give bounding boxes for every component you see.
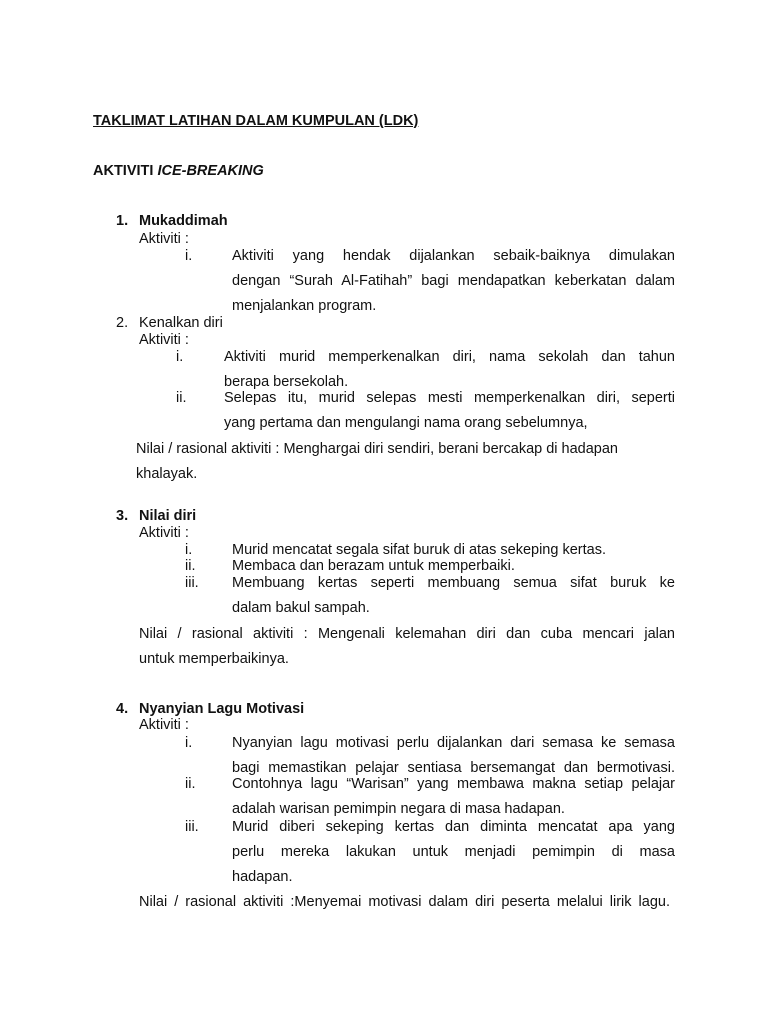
item-line: Membaca dan berazam untuk memperbaiki. bbox=[232, 558, 515, 574]
item-line: adalah warisan pemimpin negara di masa hadapan. bbox=[232, 801, 565, 817]
section-number: 2. bbox=[116, 315, 129, 331]
item-line: bagi memastikan pelajar sentiasa bersemangat dan bermotivasi. bbox=[232, 760, 675, 776]
item-line: yang pertama dan mengulangi nama orang sebelumnya, bbox=[224, 415, 588, 431]
activity-label: Aktiviti : bbox=[139, 332, 189, 348]
item-line: berapa bersekolah. bbox=[224, 374, 349, 390]
item-line: menjalankan program. bbox=[232, 298, 377, 314]
activity-label: Aktiviti : bbox=[139, 231, 189, 247]
item-numeral: i. bbox=[185, 735, 193, 751]
item-line: Contohnya lagu “Warisan” yang membawa makna setiap pelajar bbox=[232, 776, 675, 792]
section-heading: Nilai diri bbox=[139, 508, 197, 524]
section-heading: Mukaddimah bbox=[139, 213, 228, 229]
item-line: hadapan. bbox=[232, 869, 293, 885]
item-numeral: i. bbox=[176, 349, 184, 365]
nilai-line: Nilai / rasional aktiviti : Mengenali kelemahan diri dan cuba mencari jalan bbox=[139, 626, 675, 642]
item-line: Murid mencatat segala sifat buruk di atas sekeping kertas. bbox=[232, 542, 606, 558]
activity-label: Aktiviti : bbox=[139, 525, 189, 541]
item-line: Nyanyian lagu motivasi perlu dijalankan dari semasa ke semasa bbox=[232, 735, 675, 751]
item-line: dengan “Surah Al-Fatihah” bagi mendapatkan keberkatan dalam bbox=[232, 273, 675, 289]
section-number: 4. bbox=[116, 701, 129, 717]
nilai-line: Nilai / rasional aktiviti : Menghargai diri sendiri, berani bercakap di hadapan bbox=[136, 441, 618, 457]
document-subtitle bbox=[93, 162, 264, 180]
document-title: TAKLIMAT LATIHAN DALAM KUMPULAN (LDK) bbox=[93, 113, 419, 129]
subtitle-prefix: AKTIVITI bbox=[93, 163, 158, 179]
item-line: Aktiviti murid memperkenalkan diri, nama sekolah dan tahun bbox=[224, 349, 675, 365]
item-line: dalam bakul sampah. bbox=[232, 600, 370, 616]
item-numeral: i. bbox=[185, 542, 193, 558]
item-line: Selepas itu, murid selepas mesti memperkenalkan diri, seperti bbox=[224, 390, 675, 406]
section-number: 1. bbox=[116, 213, 129, 229]
item-line: perlu mereka lakukan untuk menjadi pemimpin di masa bbox=[232, 844, 675, 860]
item-numeral: ii. bbox=[185, 776, 196, 792]
item-line: Membuang kertas seperti membuang semua sifat buruk ke bbox=[232, 575, 675, 591]
section-heading: Nyanyian Lagu Motivasi bbox=[139, 701, 305, 717]
nilai-line: khalayak. bbox=[136, 466, 198, 482]
nilai-line: Nilai / rasional aktiviti :Menyemai motivasi dalam diri peserta melalui lirik lagu. bbox=[139, 894, 670, 910]
subtitle-italic: ICE-BREAKING bbox=[157, 163, 264, 179]
item-line: Aktiviti yang hendak dijalankan sebaik-baiknya dimulakan bbox=[232, 248, 675, 264]
item-numeral: iii. bbox=[185, 575, 199, 591]
section-heading: Kenalkan diri bbox=[139, 315, 223, 331]
item-numeral: i. bbox=[185, 248, 193, 264]
nilai-line: untuk memperbaikinya. bbox=[139, 651, 289, 667]
item-numeral: ii. bbox=[176, 390, 187, 406]
activity-label: Aktiviti : bbox=[139, 717, 189, 733]
item-numeral: iii. bbox=[185, 819, 199, 835]
item-line: Murid diberi sekeping kertas dan diminta mencatat apa yang bbox=[232, 819, 675, 835]
section-number: 3. bbox=[116, 508, 129, 524]
item-numeral: ii. bbox=[185, 558, 196, 574]
